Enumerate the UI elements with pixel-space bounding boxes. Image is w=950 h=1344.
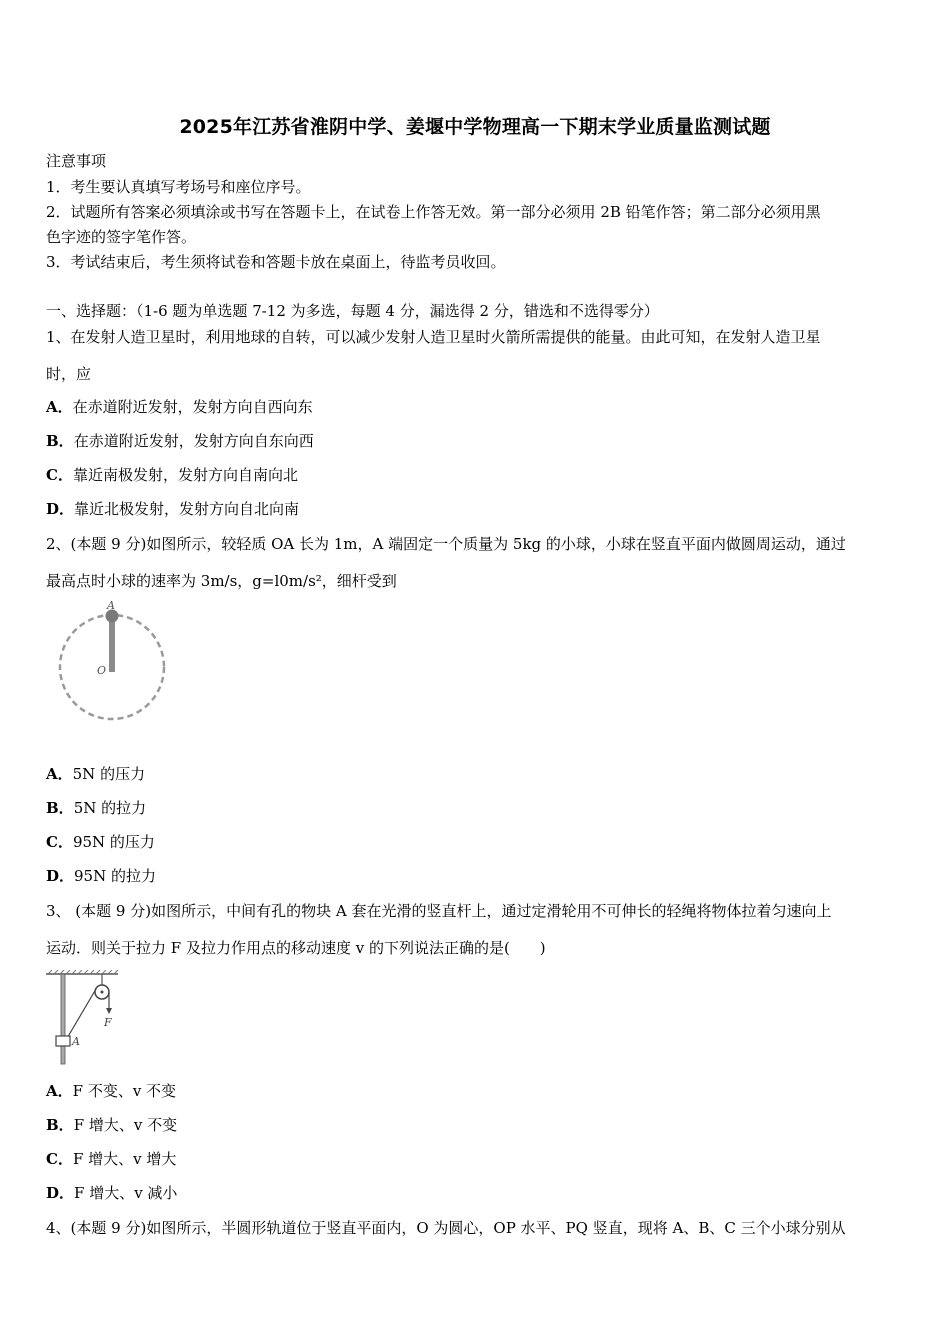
option-key: B． (46, 799, 74, 817)
option-key: D． (46, 1184, 75, 1202)
q1-option-b (46, 431, 906, 451)
q3-stem-line1: 3、 (本题 9 分)如图所示，中间有孔的物块 A 套在光滑的竖直杆上，通过定滑轮用不可伸长的轻绳将物体拉着匀速向上 (46, 902, 832, 920)
rod-oa (109, 616, 115, 672)
q4-stem-line1: 4、(本题 9 分)如图所示，半圆形轨道位于竖直平面内，O 为圆心，OP 水平、PQ 竖直，现将 A、B、C 三个小球分别从 (46, 1219, 846, 1237)
q2-option-d (46, 866, 906, 886)
force-arrow (106, 1008, 112, 1014)
q3-option-d (46, 1183, 906, 1203)
option-key: A． (46, 398, 73, 416)
option-key: B． (46, 432, 74, 450)
vertical-rod (61, 974, 65, 1064)
q2-option-c (46, 832, 906, 852)
option-key: C． (46, 1150, 73, 1168)
q3-stem-line2: 运动．则关于拉力 F 及拉力作用点的移动速度 v 的下列说法正确的是( ) (46, 939, 546, 957)
label-o: O (97, 664, 107, 677)
option-key: C． (46, 833, 73, 851)
option-text: F 增大、v 不变 (73, 1116, 178, 1134)
option-text: F 不变、v 不变 (72, 1082, 177, 1100)
option-text: 在赤道附近发射，发射方向自东向西 (73, 432, 314, 450)
option-text: 95N 的压力 (72, 833, 155, 851)
q2-option-b (46, 798, 906, 818)
option-text: 5N 的拉力 (73, 799, 147, 817)
notice-item-3: 3．考试结束后，考生须将试卷和答题卡放在桌面上，待监考员收回。 (46, 253, 506, 271)
option-key: A． (46, 1082, 73, 1100)
label-f: F (104, 1016, 112, 1029)
option-text: 5N 的压力 (72, 765, 146, 783)
option-text: F 增大、v 减小 (74, 1184, 178, 1202)
q1-stem-line1: 1、在发射人造卫星时，利用地球的自转，可以减少发射人造卫星时火箭所需提供的能量。由此可知，在发射人造卫星 (46, 328, 821, 346)
option-key: B． (46, 1116, 74, 1134)
q3-pulley-figure (44, 970, 122, 1066)
q2-stem-line2: 最高点时小球的速率为 3m/s，g=l0m/s²，细杆受到 (46, 572, 397, 590)
option-text: 在赤道附近发射，发射方向自西向东 (72, 398, 313, 416)
label-a: A (107, 599, 115, 612)
q1-stem-line2: 时，应 (46, 365, 92, 383)
q2-stem-line1: 2、(本题 9 分)如图所示，较轻质 OA 长为 1m，A 端固定一个质量为 5kg 的小球，小球在竖直平面内做圆周运动，通过 (46, 535, 846, 553)
q3-option-a (46, 1081, 906, 1101)
page-title: 2025年江苏省淮阴中学、姜堰中学物理高一下期末学业质量监测试题 (179, 116, 771, 138)
notice-heading: 注意事项 (46, 152, 107, 170)
q3-option-c (46, 1149, 906, 1169)
label-a: A (72, 1035, 80, 1048)
section-heading: 一、选择题：（1-6 题为单选题 7-12 为多选，每题 4 分，漏选得 2 分，错选和不选得零分） (46, 302, 659, 320)
notice-item-1: 1．考生要认真填写考场号和座位序号。 (46, 178, 311, 196)
option-key: C． (46, 466, 73, 484)
notice-item-2-cont: 色字迹的签字笔作答。 (46, 228, 197, 246)
q2-circle-figure (54, 598, 170, 724)
q2-option-a (46, 764, 906, 784)
option-key: D． (46, 867, 75, 885)
option-key: D． (46, 500, 75, 518)
block-a (56, 1036, 70, 1046)
rope-to-block (66, 989, 96, 1040)
notice-item-2: 2．试题所有答案必须填涂或书写在答题卡上，在试卷上作答无效。第一部分必须用 2B 铅笔作答；第二部分必须用黑 (46, 203, 821, 221)
q1-option-a (46, 397, 906, 417)
option-key: A． (46, 765, 73, 783)
option-text: 95N 的拉力 (74, 867, 156, 885)
q1-option-d (46, 499, 906, 519)
q1-option-c (46, 465, 906, 485)
option-text: 靠近南极发射，发射方向自南向北 (72, 466, 298, 484)
option-text: F 增大、v 增大 (72, 1150, 177, 1168)
option-text: 靠近北极发射，发射方向自北向南 (74, 500, 300, 518)
q3-option-b (46, 1115, 906, 1135)
